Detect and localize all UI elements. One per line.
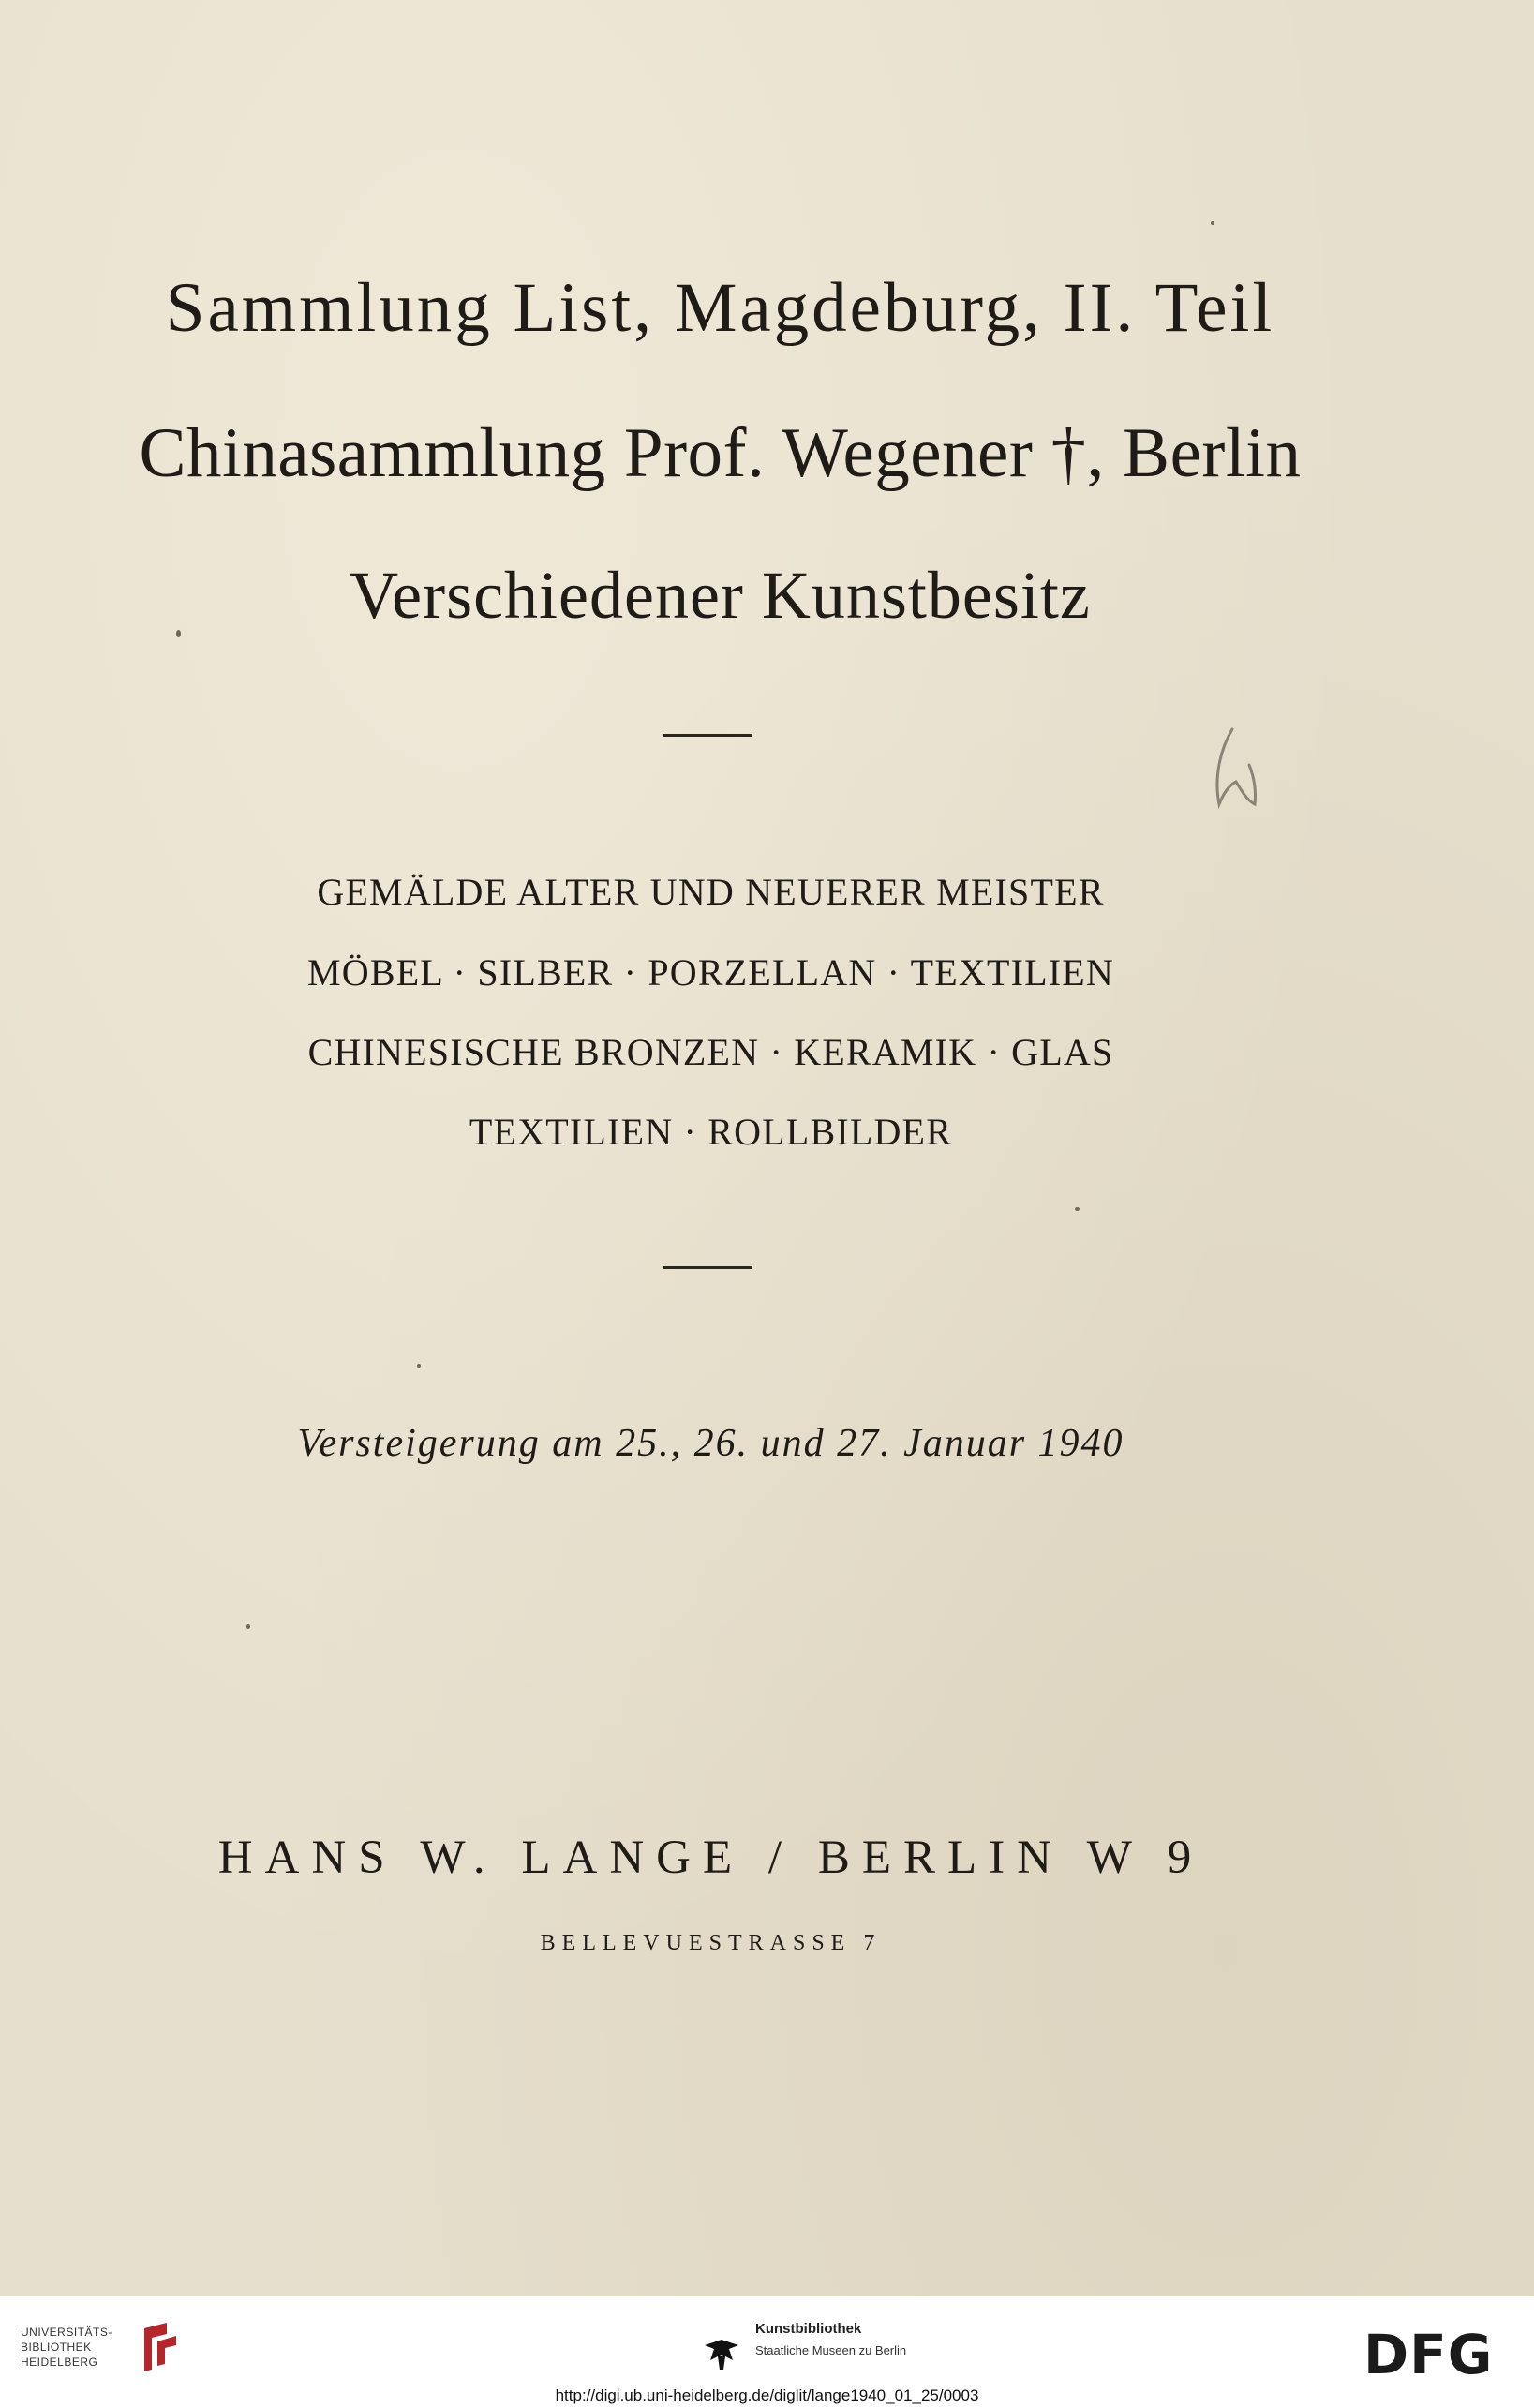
title-line-3: Verschiedener Kunstbesitz	[350, 558, 1091, 633]
permalink-url[interactable]: http://digi.ub.uni-heidelberg.de/diglit/lange1940_01_25/0003	[555, 2386, 979, 2404]
publisher-address: BELLEVUESTRASSE 7	[540, 1931, 882, 1955]
dfg-logo: DFG	[1363, 2323, 1494, 2386]
paper-speck	[246, 1624, 250, 1629]
kunstbibliothek-subtitle: Staatliche Museen zu Berlin	[755, 2343, 907, 2357]
category-line-1: GEMÄLDE ALTER UND NEUERER MEISTER	[317, 871, 1105, 913]
title-line-2: Chinasammlung Prof. Wegener †, Berlin	[139, 414, 1302, 492]
kunstbibliothek-eagle-icon	[701, 2332, 742, 2373]
ub-heidelberg-logo-text: UNIVERSITÄTS- BIBLIOTHEK HEIDELBERG	[21, 2326, 112, 2369]
pencil-annotation-mark	[1204, 720, 1270, 832]
category-line-2: MÖBEL · SILBER · PORZELLAN · TEXTILIEN	[306, 951, 1115, 994]
divider-rule-bottom	[663, 1266, 752, 1269]
category-line-4: TEXTILIEN · ROLLBILDER	[469, 1111, 953, 1153]
paper-speck	[417, 1364, 421, 1368]
category-line-3: CHINESISCHE BRONZEN · KERAMIK · GLAS	[307, 1031, 1114, 1073]
title-line-1: Sammlung List, Magdeburg, II. Teil	[165, 269, 1275, 347]
divider-rule-top	[663, 734, 752, 737]
auction-date: Versteigerung am 25., 26. und 27. Januar 1940	[297, 1422, 1124, 1465]
paper-speck	[1075, 1207, 1080, 1211]
paper-speck	[1211, 221, 1214, 225]
kunstbibliothek-title: Kunstbibliothek	[755, 2321, 862, 2337]
ub-heidelberg-logo-icon	[139, 2319, 184, 2377]
publisher-firm: HANS W. LANGE / BERLIN W 9	[217, 1832, 1204, 1884]
paper-speck	[176, 630, 181, 637]
digitization-footer	[0, 2296, 1534, 2408]
